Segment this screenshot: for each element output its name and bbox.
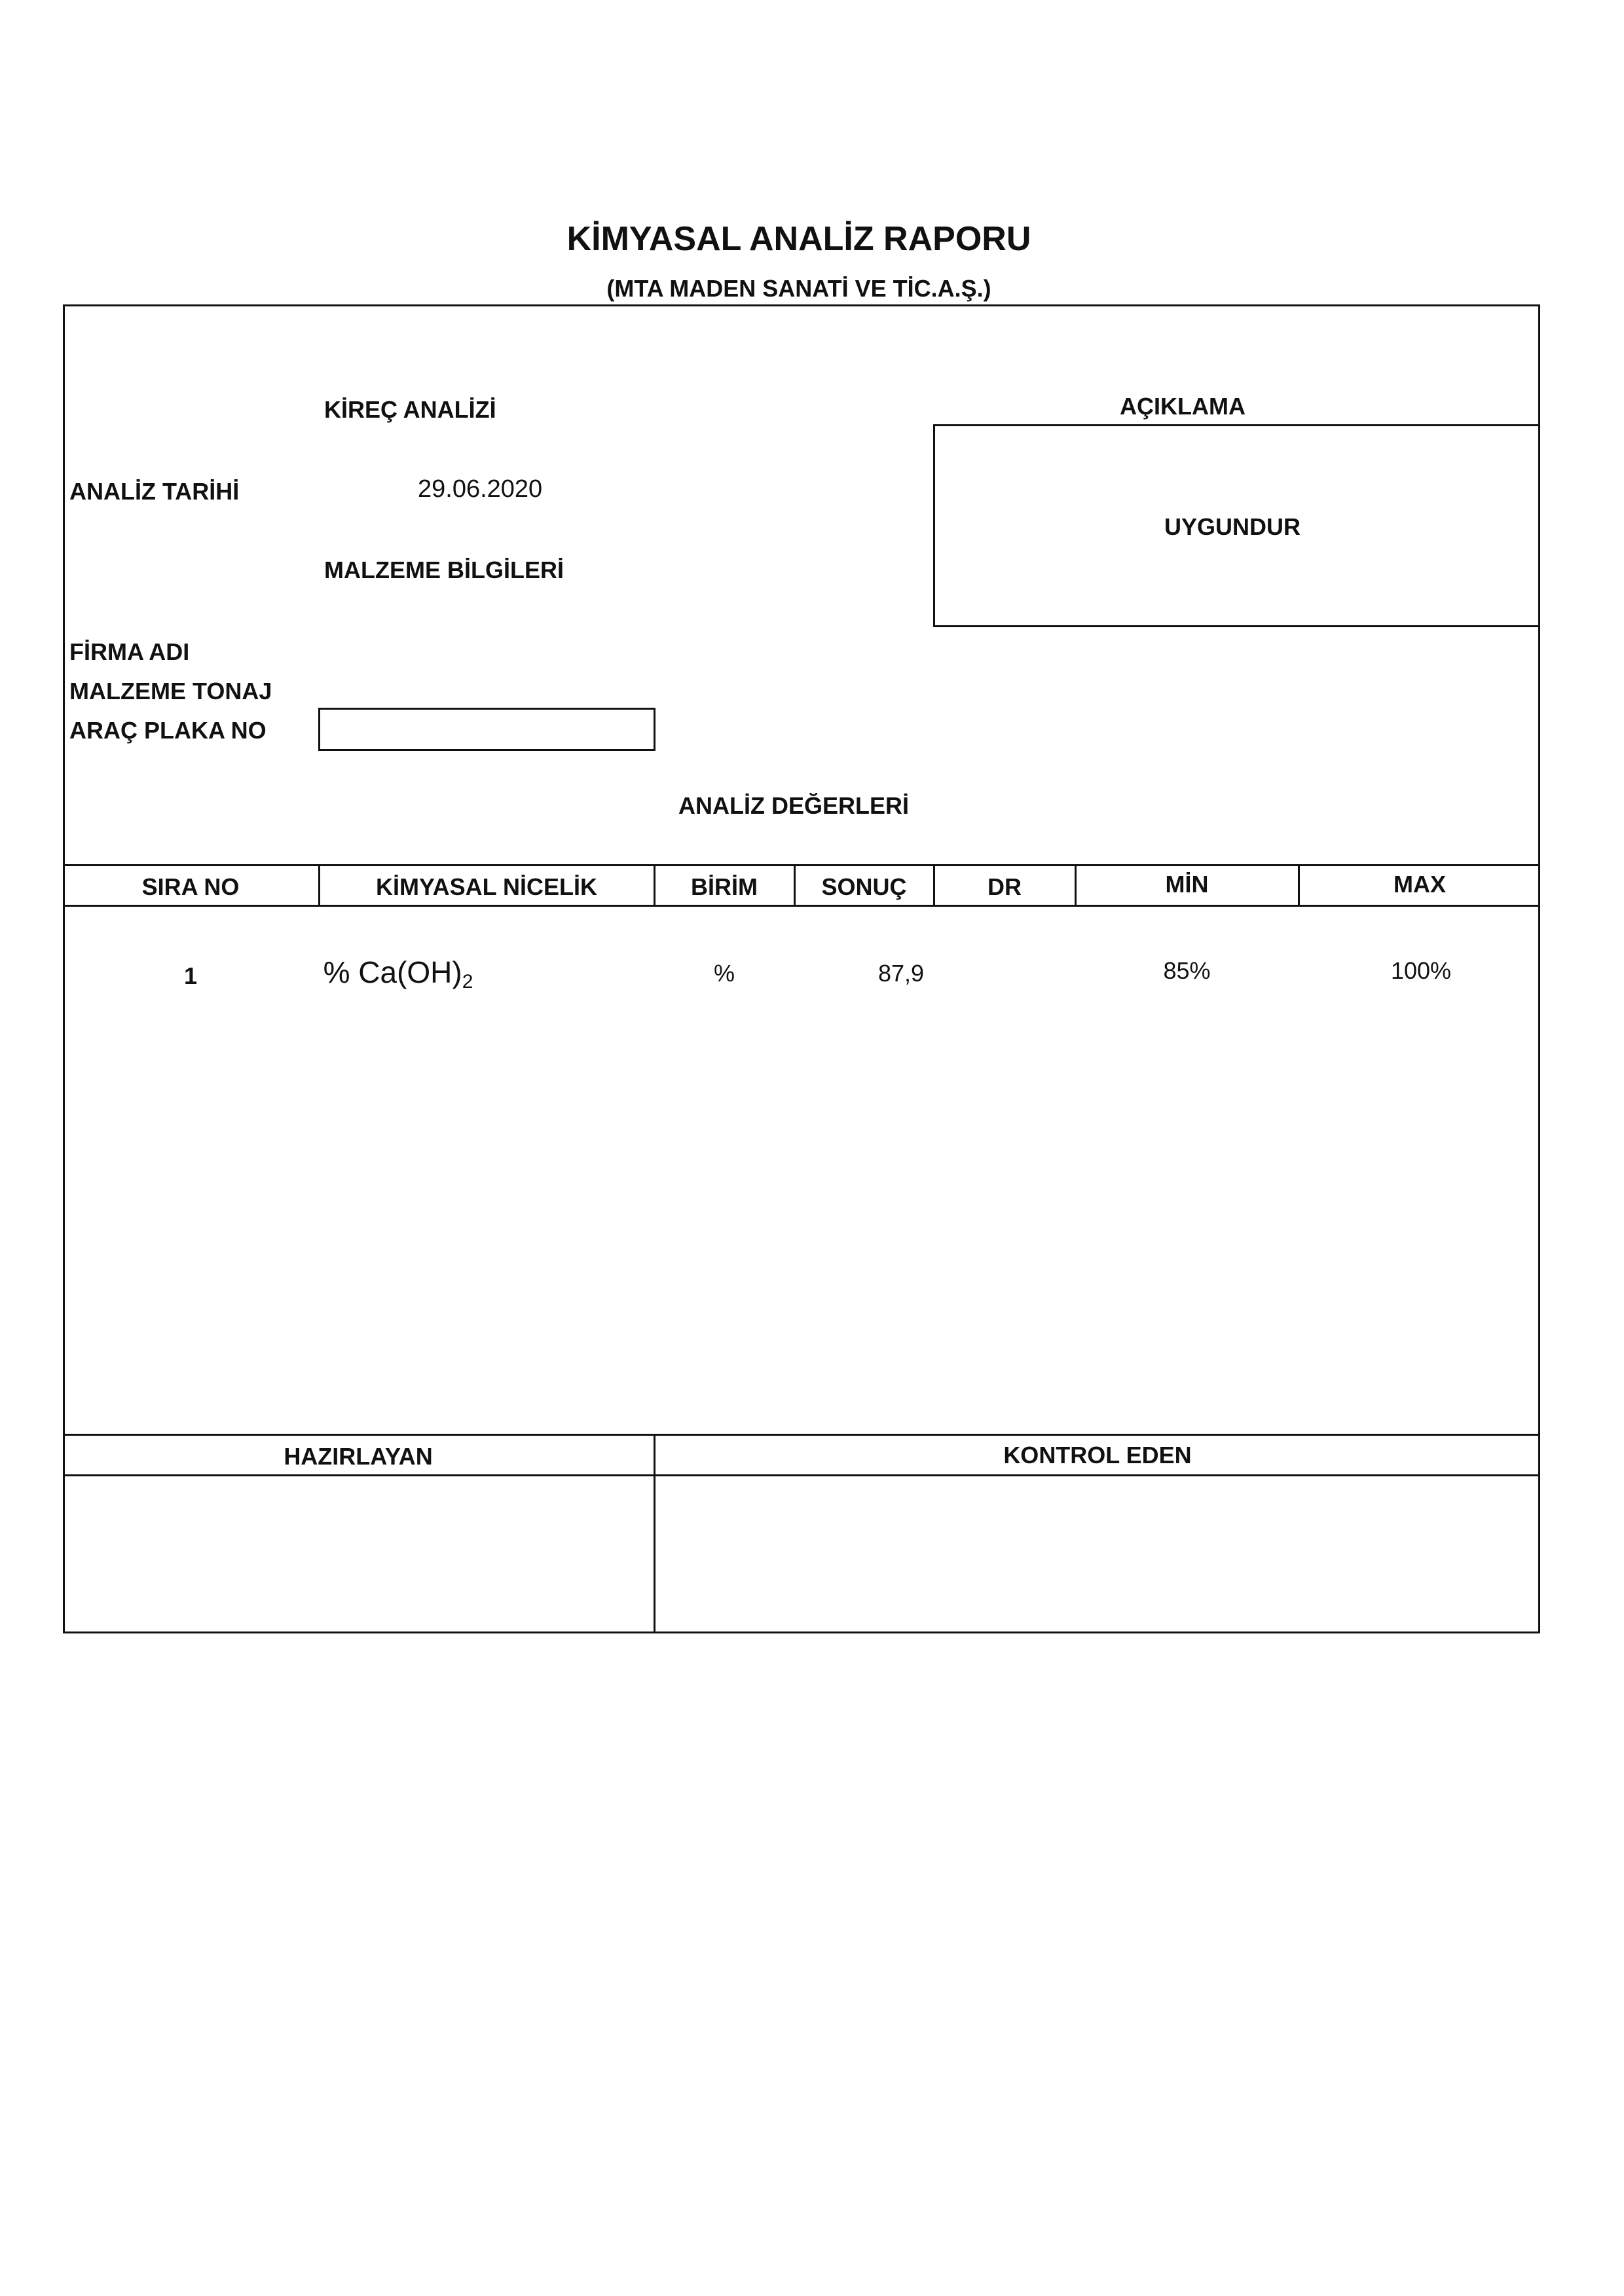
max-cell: 100% [1390, 957, 1452, 984]
analysis-date-value: 29.06.2020 [418, 475, 543, 503]
prepared-by-label: HAZIRLAYAN [284, 1443, 433, 1470]
checked-by-label: KONTROL EDEN [1003, 1442, 1192, 1468]
firm-name-label: FİRMA ADI [69, 638, 190, 665]
checked-by-signature-area[interactable] [656, 1476, 1538, 1631]
row-number: 1 [183, 962, 198, 989]
analysis-values-heading: ANALİZ DEĞERLERİ [678, 792, 910, 819]
chemical-formula: % Ca(OH) [323, 955, 462, 989]
table-header-bottom-line [63, 905, 1540, 907]
col-header-unit: BİRİM [691, 873, 758, 900]
analysis-date-label: ANALİZ TARİHİ [69, 478, 240, 505]
col-header-sira-no: SIRA NO [141, 873, 240, 900]
col-header-min: MİN [1165, 871, 1209, 898]
col-header-dr: DR [987, 873, 1022, 900]
material-info-heading: MALZEME BİLGİLERİ [324, 556, 564, 583]
company-subtitle: (MTA MADEN SANATİ VE TİC.A.Ş.) [606, 275, 991, 302]
col-header-result: SONUÇ [821, 873, 907, 900]
vehicle-plate-label: ARAÇ PLAKA NO [69, 717, 267, 744]
formula-subscript: 2 [462, 971, 473, 993]
result-cell: 87,9 [877, 960, 925, 987]
lime-analysis-heading: KİREÇ ANALİZİ [324, 396, 496, 423]
prepared-by-signature-area[interactable] [65, 1476, 653, 1631]
col-header-chemical-quantity: KİMYASAL NİCELİK [375, 873, 598, 900]
unit-cell: % [713, 960, 735, 987]
chemical-quantity-cell [320, 955, 477, 993]
material-tonnage-label: MALZEME TONAJ [69, 678, 272, 704]
table-header-top-line [63, 864, 1540, 866]
col-header-max: MAX [1393, 871, 1446, 898]
vehicle-plate-field[interactable] [318, 708, 655, 751]
min-cell: 85% [1163, 957, 1211, 984]
report-title: KİMYASAL ANALİZ RAPORU [566, 220, 1031, 258]
signature-top-line [63, 1434, 1540, 1436]
remarks-value: UYGUNDUR [1164, 513, 1301, 540]
remarks-heading: AÇIKLAMA [1120, 393, 1246, 420]
